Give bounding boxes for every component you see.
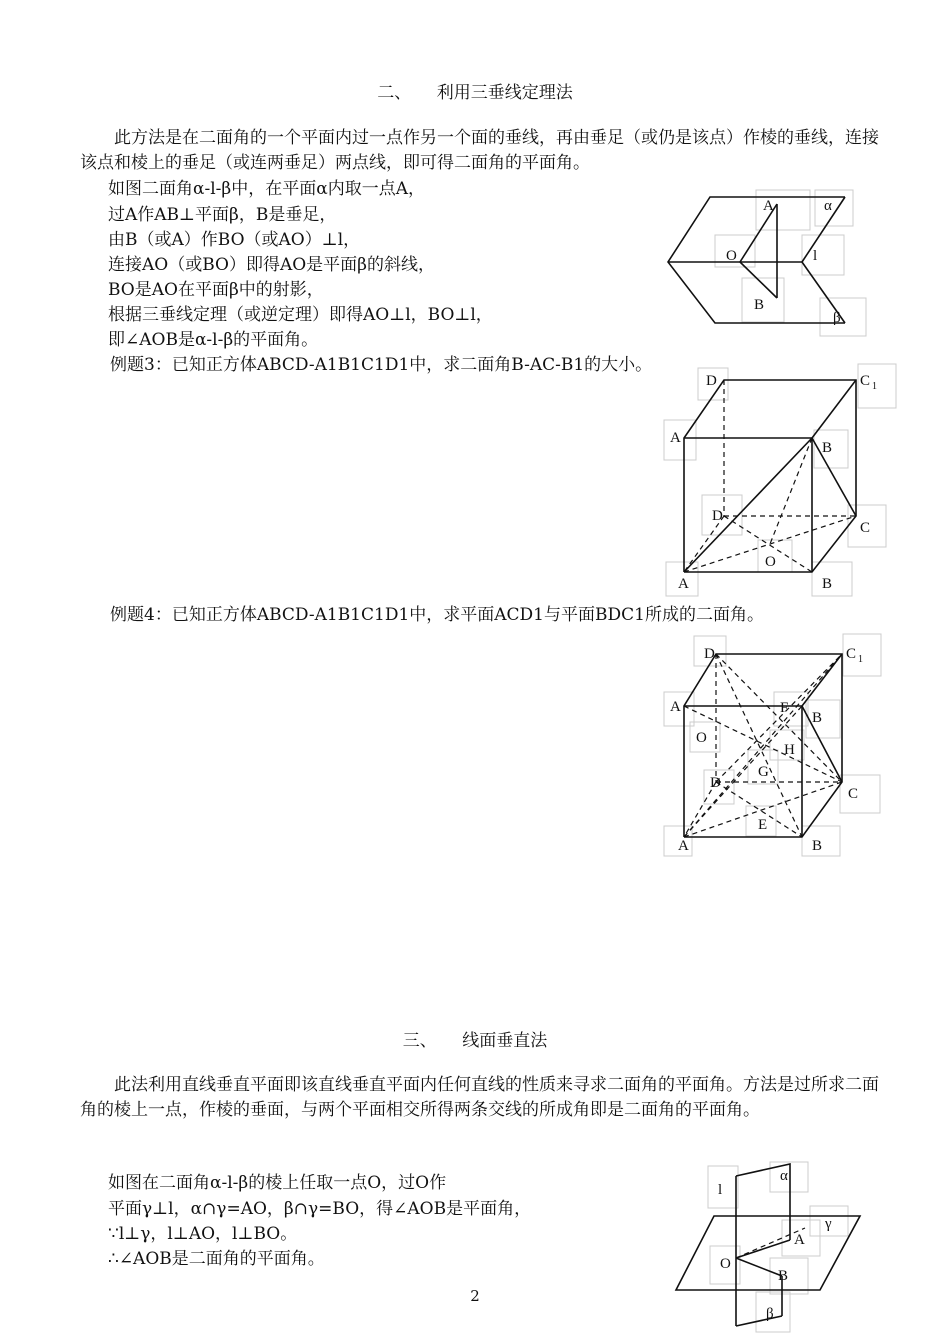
fig1-label-beta: β bbox=[833, 310, 841, 326]
example-3: 例题3：已知正方体ABCD-A1B1C1D1中，求二面角B-AC-B1的大小。 bbox=[110, 355, 653, 375]
cube-figure-example-3 bbox=[660, 360, 900, 600]
cube-figure-example-4 bbox=[660, 630, 890, 860]
fig2-label-D1: D bbox=[706, 373, 717, 389]
section-2-step-6: 根据三垂线定理（或逆定理）即得AO⊥l，BO⊥l， bbox=[108, 305, 493, 325]
fig4-label-A: A bbox=[794, 1232, 805, 1248]
fig2-label-C1: C bbox=[860, 373, 871, 389]
fig4-label-O: O bbox=[720, 1256, 731, 1272]
section-3-step-2: 平面γ⊥l，α∩γ=AO，β∩γ=BO，得∠AOB是平面角， bbox=[108, 1199, 532, 1219]
perpendicular-plane-figure bbox=[670, 1158, 870, 1338]
fig4-label-B: B bbox=[778, 1268, 789, 1284]
fig3-label-C1: C bbox=[846, 646, 857, 662]
section-3-step-1: 如图在二面角α-l-β的棱上任取一点O，过O作 bbox=[108, 1173, 447, 1193]
fig3-label-G: G bbox=[758, 764, 769, 780]
fig2-label-A: A bbox=[678, 576, 689, 592]
fig3-label-E: E bbox=[758, 817, 768, 833]
fig2-label-O: O bbox=[765, 554, 776, 570]
fig3-label-D1: D bbox=[704, 646, 715, 662]
section-2-step-2: 过A作AB⊥平面β，B是垂足， bbox=[108, 205, 337, 225]
fig3-label-A: A bbox=[678, 838, 689, 854]
fig2-label-B1: B bbox=[822, 440, 833, 456]
fig2-label-D: D bbox=[712, 508, 723, 524]
fig3-label-F: F bbox=[780, 700, 789, 716]
fig1-label-A: A bbox=[763, 198, 774, 214]
fig1-label-O: O bbox=[726, 248, 737, 264]
fig3-label-C1-sub: 1 bbox=[858, 654, 863, 665]
section-2-step-7: 即∠AOB是α-l-β的平面角。 bbox=[108, 330, 319, 350]
example-4: 例题4：已知正方体ABCD-A1B1C1D1中，求平面ACD1与平面BDC1所成的二面角。 bbox=[110, 605, 764, 625]
section-2-step-5: BO是AO在平面β中的射影， bbox=[108, 280, 324, 300]
fig3-label-B1: B bbox=[812, 710, 823, 726]
fig2-label-B: B bbox=[822, 576, 833, 592]
fig1-label-alpha: α bbox=[824, 198, 832, 214]
section-3-step-3: ∵l⊥γ，l⊥AO，l⊥BO。 bbox=[108, 1224, 298, 1244]
section-3-intro: 此法利用直线垂直平面即该直线垂直平面内任何直线的性质来寻求二面角的平面角。方法是过所求二面角的棱上一点，作棱的垂面，与两个平面相交所得两条交线的所成角即是二面角的平面角。 bbox=[80, 1075, 879, 1120]
fig1-label-B: B bbox=[754, 297, 765, 313]
fig3-label-B: B bbox=[812, 838, 823, 854]
dihedral-angle-figure bbox=[660, 180, 880, 340]
fig4-label-l: l bbox=[718, 1182, 723, 1198]
fig3-label-C: C bbox=[848, 786, 859, 802]
fig2-label-C1-sub: 1 bbox=[872, 381, 877, 392]
fig3-label-H: H bbox=[784, 742, 795, 758]
section-2-step-1: 如图二面角α-l-β中，在平面α内取一点A， bbox=[108, 179, 425, 199]
section-3-heading: 三、 线面垂直法 bbox=[402, 1031, 548, 1051]
fig4-label-alpha: α bbox=[780, 1168, 788, 1184]
section-3-step-4: ∴∠AOB是二面角的平面角。 bbox=[108, 1249, 325, 1269]
section-2-intro: 此方法是在二面角的一个平面内过一点作另一个面的垂线，再由垂足（或仍是该点）作棱的垂线，连接该点和棱上的垂足（或连两垂足）两点线，即可得二面角的平面角。 bbox=[80, 128, 879, 173]
fig4-label-gamma: γ bbox=[825, 1216, 832, 1232]
fig3-label-A1: A bbox=[670, 699, 681, 715]
fig2-label-A1: A bbox=[670, 430, 681, 446]
section-2-heading: 二、 利用三垂线定理法 bbox=[377, 83, 573, 103]
fig4-label-beta: β bbox=[766, 1306, 774, 1322]
fig1-label-l: l bbox=[813, 248, 818, 264]
page-number: 2 bbox=[470, 1287, 480, 1305]
fig2-label-C: C bbox=[860, 520, 871, 536]
section-2-step-4: 连接AO（或BO）即得AO是平面β的斜线， bbox=[108, 255, 436, 275]
fig3-label-O: O bbox=[696, 730, 707, 746]
section-2-step-3: 由B（或A）作BO（或AO）⊥l， bbox=[108, 230, 361, 250]
fig3-label-D: D bbox=[710, 775, 721, 791]
